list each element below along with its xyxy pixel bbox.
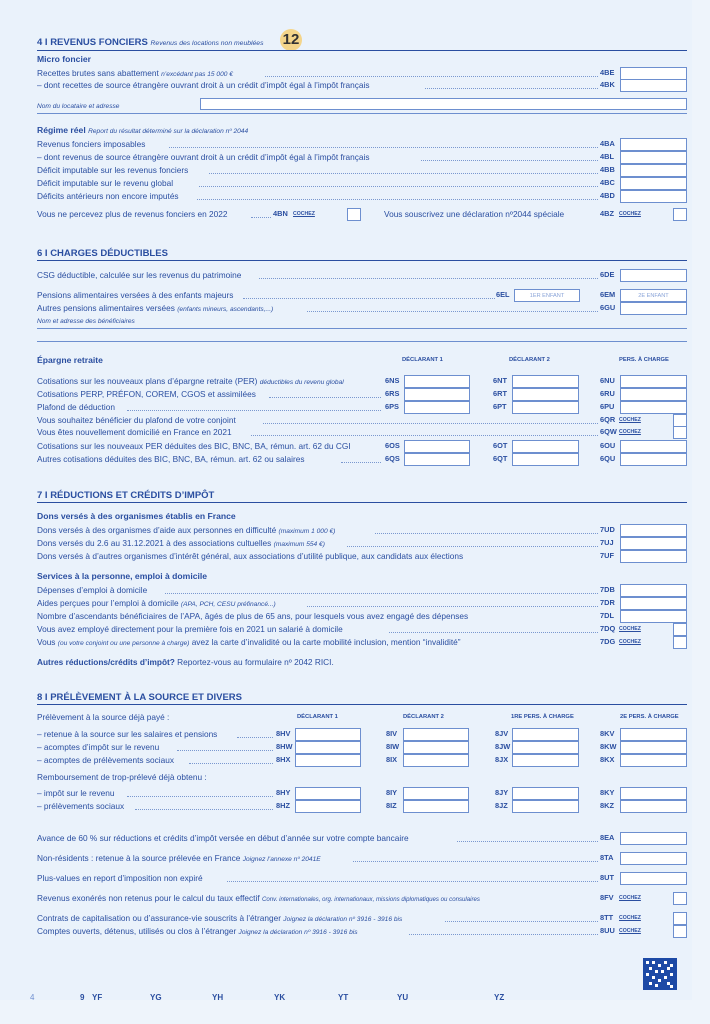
input-6NS[interactable]: [404, 375, 470, 388]
input-6RT[interactable]: [512, 388, 579, 401]
row-label: – impôt sur le revenu: [37, 788, 115, 798]
input-8UT[interactable]: [620, 872, 687, 885]
cochez-label: COCHEZ: [293, 211, 315, 217]
row-6OS: [37, 440, 687, 452]
code-8HV: 8HV: [276, 729, 291, 738]
row-label: Aides perçues pour l’emploi à domicile: [37, 598, 179, 608]
row-label: Comptes ouverts, détenus, utilisés ou clos à l’étranger: [37, 926, 237, 936]
code-6PT: 6PT: [493, 402, 507, 411]
code-6OT: 6OT: [493, 441, 508, 450]
regime-reel-label: Régime réel: [37, 125, 86, 135]
code-7DB: 7DB: [600, 585, 615, 594]
input-7UF[interactable]: [620, 550, 687, 563]
code-4BD: 4BD: [600, 191, 615, 200]
section-8-title: 8 I PRÉLÈVEMENT À LA SOURCE ET DIVERS: [37, 692, 242, 703]
code-8KW: 8KW: [600, 742, 617, 751]
row-note: déductibles du revenu global: [259, 379, 344, 386]
remb-label: Remboursement de trop-prélevé déjà obtenu :: [37, 772, 207, 782]
footer-code: YU: [397, 993, 409, 1002]
divider: [37, 341, 687, 342]
row-label: Cotisations sur les nouveaux PER déduites des BIC, BNC, BA, rémun. art. 62 du CGI: [37, 441, 351, 451]
footer-code: YF: [92, 993, 103, 1002]
input-6OS[interactable]: [404, 440, 470, 453]
input-6PT[interactable]: [512, 401, 579, 414]
checkbox-6QW[interactable]: [673, 426, 687, 439]
divider: [37, 50, 687, 51]
row-note: n’excédant pas 15 000 €: [161, 71, 233, 78]
input-8JX[interactable]: [512, 754, 579, 767]
section-4-note: Revenus des locations non meublées: [150, 40, 264, 47]
row-4BK: [37, 79, 687, 91]
autres-label: Autres réductions/crédits d’impôt?: [37, 657, 175, 667]
input-6GU[interactable]: [620, 302, 687, 315]
row-label: Recettes brutes sans abattement: [37, 68, 159, 78]
section-4-heading: 4 I REVENUS FONCIERS: [37, 37, 148, 48]
row-8HY: [37, 787, 687, 799]
row-7UD: [37, 524, 687, 536]
code-6QR: 6QR: [600, 415, 616, 424]
code-7DL: 7DL: [600, 611, 614, 620]
col-declarant-1: DÉCLARANT 1: [297, 714, 338, 720]
col-1re-pers: 1RE PERS. À CHARGE: [511, 714, 574, 720]
row-8HV: [37, 728, 687, 740]
row-7DL: [37, 610, 687, 622]
row-label: Vous souhaitez bénéficier du plafond de votre conjoint: [37, 415, 236, 425]
code-8HZ: 8HZ: [276, 801, 290, 810]
section-7-title: 7 I RÉDUCTIONS ET CRÉDITS D’IMPÔT: [37, 490, 215, 501]
input-6OU[interactable]: [620, 440, 687, 453]
input-6EM[interactable]: 2E ENFANT: [620, 289, 687, 302]
code-7DQ: 7DQ: [600, 624, 616, 633]
row-label: Cotisations PERP, PRÉFON, COREM, CGOS et assimilées: [37, 389, 256, 399]
row-6NS: [37, 375, 687, 387]
row-8UT: [37, 872, 687, 884]
row-note: Joignez la déclaration nº 3916 - 3916 bis: [283, 916, 403, 923]
code-8FV: 8FV: [600, 893, 614, 902]
cochez-label: COCHEZ: [619, 429, 641, 435]
row-label: Déficit imputable sur les revenus fonciers: [37, 165, 189, 175]
row-label: CSG déductible, calculée sur les revenus du patrimoine: [37, 270, 242, 280]
locataire-label: Nom du locataire et adresse: [37, 103, 120, 110]
section-4-title: [37, 37, 263, 48]
code-4BA: 4BA: [600, 139, 615, 148]
col-declarant-2: DÉCLARANT 2: [403, 714, 444, 720]
code-8HW: 8HW: [276, 742, 293, 751]
input-4BB[interactable]: [620, 164, 687, 177]
row-6GU: [37, 302, 687, 314]
input-6PS[interactable]: [404, 401, 470, 414]
input-8IY[interactable]: [403, 787, 469, 800]
row-label: Vous souscrivez une déclaration nº2044 spéciale: [384, 209, 565, 219]
dons-title: Dons versés à des organismes établis en France: [37, 511, 236, 521]
input-8JY[interactable]: [512, 787, 579, 800]
row-6DE: [37, 269, 687, 281]
divider: [37, 502, 687, 503]
row-6PS: [37, 401, 687, 413]
cochez-label: COCHEZ: [619, 417, 641, 423]
row-label: – prélèvements sociaux: [37, 801, 125, 811]
code-4BB: 4BB: [600, 165, 615, 174]
code-7UD: 7UD: [600, 525, 615, 534]
footer-code: YG: [150, 993, 162, 1002]
code-8TT: 8TT: [600, 913, 614, 922]
locataire-input[interactable]: [200, 98, 687, 110]
row-8EA: [37, 832, 687, 844]
row-label: – retenue à la source sur les salaires et pensions: [37, 729, 218, 739]
row-label: – dont revenus de source étrangère ouvrant droit à un crédit d’impôt égal à l’impôt français: [37, 152, 370, 162]
input-8JZ[interactable]: [512, 800, 579, 813]
code-4BC: 4BC: [600, 178, 615, 187]
row-8UU: [37, 925, 687, 937]
code-4BK: 4BK: [600, 80, 615, 89]
row-label: Revenus fonciers imposables: [37, 139, 146, 149]
row-label: Autres cotisations déduites des BIC, BNC, BA, rémun. art. 62 ou salaires: [37, 454, 305, 464]
row-label: – acomptes d’impôt sur le revenu: [37, 742, 160, 752]
row-note: Joignez la déclaration nº 3916 - 3916 bis: [238, 929, 358, 936]
code-8JZ: 8JZ: [495, 801, 508, 810]
checkbox-7DQ[interactable]: [673, 623, 687, 636]
cochez-label: COCHEZ: [619, 915, 641, 921]
row-label: Vous: [37, 637, 56, 647]
input-7DR[interactable]: [620, 597, 687, 610]
code-8IV: 8IV: [386, 729, 398, 738]
input-8HZ[interactable]: [295, 800, 361, 813]
row-4BE: [37, 67, 687, 79]
cochez-label: COCHEZ: [619, 639, 641, 645]
divider: [37, 260, 687, 261]
input-8KY[interactable]: [620, 787, 687, 800]
footer-code: 9: [80, 993, 85, 1002]
row-label: avez la carte d’invalidité ou la carte mobilité inclusion, mention “invalidité”: [191, 637, 461, 647]
input-8KW[interactable]: [620, 741, 687, 754]
input-8IZ[interactable]: [403, 800, 469, 813]
code-4BZ: 4BZ: [600, 209, 614, 218]
remb-header: [37, 771, 687, 783]
row-8HZ: [37, 800, 687, 812]
row-7DB: [37, 584, 687, 596]
row-label: Plus-values en report d’imposition non expiré: [37, 873, 203, 883]
input-8IV[interactable]: [403, 728, 469, 741]
code-8KZ: 8KZ: [600, 801, 614, 810]
col-2e-pers: 2E PERS. À CHARGE: [620, 714, 679, 720]
row-8TT: [37, 912, 687, 924]
footer-code: YH: [212, 993, 224, 1002]
code-8KX: 8KX: [600, 755, 615, 764]
autres-reductions: [37, 656, 687, 668]
code-7UF: 7UF: [600, 551, 614, 560]
code-8KV: 8KV: [600, 729, 615, 738]
row-label: Déficit imputable sur le revenu global: [37, 178, 174, 188]
code-6QW: 6QW: [600, 427, 617, 436]
input-6RS[interactable]: [404, 388, 470, 401]
input-8HX[interactable]: [295, 754, 361, 767]
cochez-label: COCHEZ: [619, 626, 641, 632]
footer-code: YZ: [494, 993, 505, 1002]
code-8IW: 8IW: [386, 742, 400, 751]
row-4BN-4BZ: [37, 208, 687, 220]
checkbox-8UU[interactable]: [673, 925, 687, 938]
input-8KX[interactable]: [620, 754, 687, 767]
input-6OT[interactable]: [512, 440, 579, 453]
code-6QS: 6QS: [385, 454, 400, 463]
row-4BA: [37, 138, 687, 150]
row-label: Revenus exonérés non retenus pour le calcul du taux effectif: [37, 893, 260, 903]
regime-reel-title: [37, 125, 248, 135]
row-label: Contrats de capitalisation ou d’assurance-vie souscrits à l’étranger: [37, 913, 281, 923]
input-8EA[interactable]: [620, 832, 687, 845]
checkbox-8FV[interactable]: [673, 892, 687, 905]
code-8JY: 8JY: [495, 788, 509, 797]
services-title: Services à la personne, emploi à domicile: [37, 571, 208, 581]
row-label: – acomptes de prélèvements sociaux: [37, 755, 174, 765]
row-6QW: [37, 426, 687, 438]
input-6PU[interactable]: [620, 401, 687, 414]
checkbox-7DG[interactable]: [673, 636, 687, 649]
divider: [37, 704, 687, 705]
input-7UD[interactable]: [620, 524, 687, 537]
row-8HW: [37, 741, 687, 753]
row-4BL: [37, 151, 687, 163]
row-note: Joignez l’annexe nº 2041E: [242, 856, 321, 863]
input-8JW[interactable]: [512, 741, 579, 754]
row-note: (enfants mineurs, ascendants,...): [177, 306, 274, 313]
row-label: Plafond de déduction: [37, 402, 115, 412]
code-8EA: 8EA: [600, 833, 615, 842]
row-7UJ: [37, 537, 687, 549]
row-label: Dons versés à d’autres organismes d’intérêt général, aux associations d’utilité publique, aux candidats aux élections: [37, 551, 464, 561]
code-6EL: 6EL: [496, 290, 510, 299]
cochez-label: COCHEZ: [619, 895, 641, 901]
row-7DR: [37, 597, 687, 609]
row-label: Dons versés à des organismes d’aide aux personnes en difficulté: [37, 525, 277, 535]
row-note: (APA, PCH, CESU préfinancé...): [180, 601, 276, 608]
row-8FV: [37, 892, 687, 904]
checkbox-8TT[interactable]: [673, 912, 687, 925]
row-7UF: [37, 550, 687, 562]
row-7DQ: [37, 623, 687, 635]
input-6QS[interactable]: [404, 453, 470, 466]
code-4BN: 4BN: [273, 209, 288, 218]
code-6NS: 6NS: [385, 376, 400, 385]
col-declarant-2: DÉCLARANT 2: [509, 357, 550, 363]
code-6GU: 6GU: [600, 303, 616, 312]
row-4BD: [37, 190, 687, 202]
input-8IW[interactable]: [403, 741, 469, 754]
row-label: Vous ne percevez plus de revenus fonciers en 2022: [37, 209, 228, 219]
code-8HY: 8HY: [276, 788, 291, 797]
row-note: (ou votre conjoint ou une personne à charge): [57, 640, 190, 647]
datamatrix-barcode: [643, 958, 677, 990]
code-6DE: 6DE: [600, 270, 615, 279]
input-8KZ[interactable]: [620, 800, 687, 813]
input-8HV[interactable]: [295, 728, 361, 741]
epargne-title: Épargne retraite: [37, 355, 103, 365]
input-7DB[interactable]: [620, 584, 687, 597]
code-6EM: 6EM: [600, 290, 616, 299]
code-8IY: 8IY: [386, 788, 398, 797]
code-6NU: 6NU: [600, 376, 615, 385]
row-label: Déficits antérieurs non encore imputés: [37, 191, 179, 201]
code-6PU: 6PU: [600, 402, 615, 411]
code-7DG: 7DG: [600, 637, 616, 646]
input-4BL[interactable]: [620, 151, 687, 164]
row-6RS: [37, 388, 687, 400]
code-6QU: 6QU: [600, 454, 616, 463]
section-6-title: 6 I CHARGES DÉDUCTIBLES: [37, 248, 168, 259]
code-8UU: 8UU: [600, 926, 615, 935]
checkbox-4BN[interactable]: [347, 208, 361, 221]
row-4BC: [37, 177, 687, 189]
code-6RU: 6RU: [600, 389, 615, 398]
input-4BA[interactable]: [620, 138, 687, 151]
input-4BC[interactable]: [620, 177, 687, 190]
beneficiaires-label: Nom et adresse des bénéficiaires: [37, 318, 135, 325]
row-4BB: [37, 164, 687, 176]
code-8KY: 8KY: [600, 788, 615, 797]
cochez-label: COCHEZ: [619, 928, 641, 934]
code-8TA: 8TA: [600, 853, 614, 862]
input-6EL[interactable]: 1ER ENFANT: [514, 289, 580, 302]
code-8IZ: 8IZ: [386, 801, 397, 810]
code-6PS: 6PS: [385, 402, 399, 411]
footer-code: YT: [338, 993, 349, 1002]
row-label: Vous avez employé directement pour la première fois en 2021 un salarié à domicile: [37, 624, 343, 634]
row-label: – dont recettes de source étrangère ouvrant droit à un crédit d’impôt égal à l’impôt français: [37, 80, 370, 90]
col-declarant-1: DÉCLARANT 1: [402, 357, 443, 363]
input-8TA[interactable]: [620, 852, 687, 865]
code-8JX: 8JX: [495, 755, 509, 764]
row-label: Pensions alimentaires versées à des enfants majeurs: [37, 290, 234, 300]
divider: [37, 113, 687, 114]
input-6RU[interactable]: [620, 388, 687, 401]
code-7DR: 7DR: [600, 598, 615, 607]
code-7UJ: 7UJ: [600, 538, 614, 547]
input-8JV[interactable]: [512, 728, 579, 741]
col-pers-charge: PERS. À CHARGE: [619, 357, 669, 363]
row-6QR: [37, 414, 687, 426]
cochez-label: COCHEZ: [619, 211, 641, 217]
input-8IX[interactable]: [403, 754, 469, 767]
footer-code: YK: [274, 993, 286, 1002]
row-label: Non-résidents : retenue à la source prélevée en France: [37, 853, 241, 863]
code-4BE: 4BE: [600, 68, 615, 77]
input-6NT[interactable]: [512, 375, 579, 388]
code-8IX: 8IX: [386, 755, 398, 764]
row-label: Dons versés du 2.6 au 31.12.2021 à des associations cultuelles: [37, 538, 272, 548]
page-number: 4: [30, 993, 35, 1002]
code-6RT: 6RT: [493, 389, 507, 398]
row-note: (maximum 554 €): [273, 541, 325, 548]
row-label: Vous êtes nouvellement domicilié en France en 2021: [37, 427, 232, 437]
pas-header: [37, 711, 687, 723]
code-8JV: 8JV: [495, 729, 509, 738]
row-8TA: [37, 852, 687, 864]
row-6QS: [37, 453, 687, 465]
code-8UT: 8UT: [600, 873, 614, 882]
code-6OS: 6OS: [385, 441, 400, 450]
code-6RS: 6RS: [385, 389, 400, 398]
input-6NU[interactable]: [620, 375, 687, 388]
input-4BD[interactable]: [620, 190, 687, 203]
code-4BL: 4BL: [600, 152, 614, 161]
row-label: Cotisations sur les nouveaux plans d’épargne retraite (PER): [37, 376, 258, 386]
input-6QT[interactable]: [512, 453, 579, 466]
input-7DL[interactable]: [620, 610, 687, 623]
input-6QU[interactable]: [620, 453, 687, 466]
row-label: Avance de 60 % sur réductions et crédits d’impôt versée en début d’année sur votre compte bancaire: [37, 833, 409, 843]
autres-note: Reportez-vous au formulaire nº 2042 RICI.: [177, 657, 334, 667]
input-7UJ[interactable]: [620, 537, 687, 550]
code-6NT: 6NT: [493, 376, 507, 385]
row-label: Dépenses d’emploi à domicile: [37, 585, 148, 595]
row-7DG: [37, 636, 687, 648]
input-8KV[interactable]: [620, 728, 687, 741]
page-badge: 12: [280, 29, 302, 51]
row-6EL-6EM: [37, 289, 687, 301]
micro-foncier-title: Micro foncier: [37, 54, 91, 64]
row-label: Autres pensions alimentaires versées: [37, 303, 175, 313]
checkbox-4BZ[interactable]: [673, 208, 687, 221]
row-note: Conv. internationales, org. internationaux, missions diplomatiques ou consulaires: [261, 896, 480, 903]
input-8HW[interactable]: [295, 741, 361, 754]
code-8JW: 8JW: [495, 742, 511, 751]
input-4BK[interactable]: [620, 79, 687, 92]
pas-label: Prélèvement à la source déjà payé :: [37, 712, 170, 722]
input-6DE[interactable]: [620, 269, 687, 282]
divider: [37, 328, 687, 329]
code-6OU: 6OU: [600, 441, 616, 450]
code-6QT: 6QT: [493, 454, 508, 463]
code-8HX: 8HX: [276, 755, 291, 764]
regime-reel-note: Report du résultat déterminé sur la déclaration nº 2044: [88, 128, 249, 135]
row-label: Nombre d’ascendants bénéficiaires de l’APA, âgés de plus de 65 ans, pour lesquels vous avez engagé des dépenses: [37, 611, 469, 621]
row-note: (maximum 1 000 €): [278, 528, 336, 535]
row-8HX: [37, 754, 687, 766]
input-8HY[interactable]: [295, 787, 361, 800]
